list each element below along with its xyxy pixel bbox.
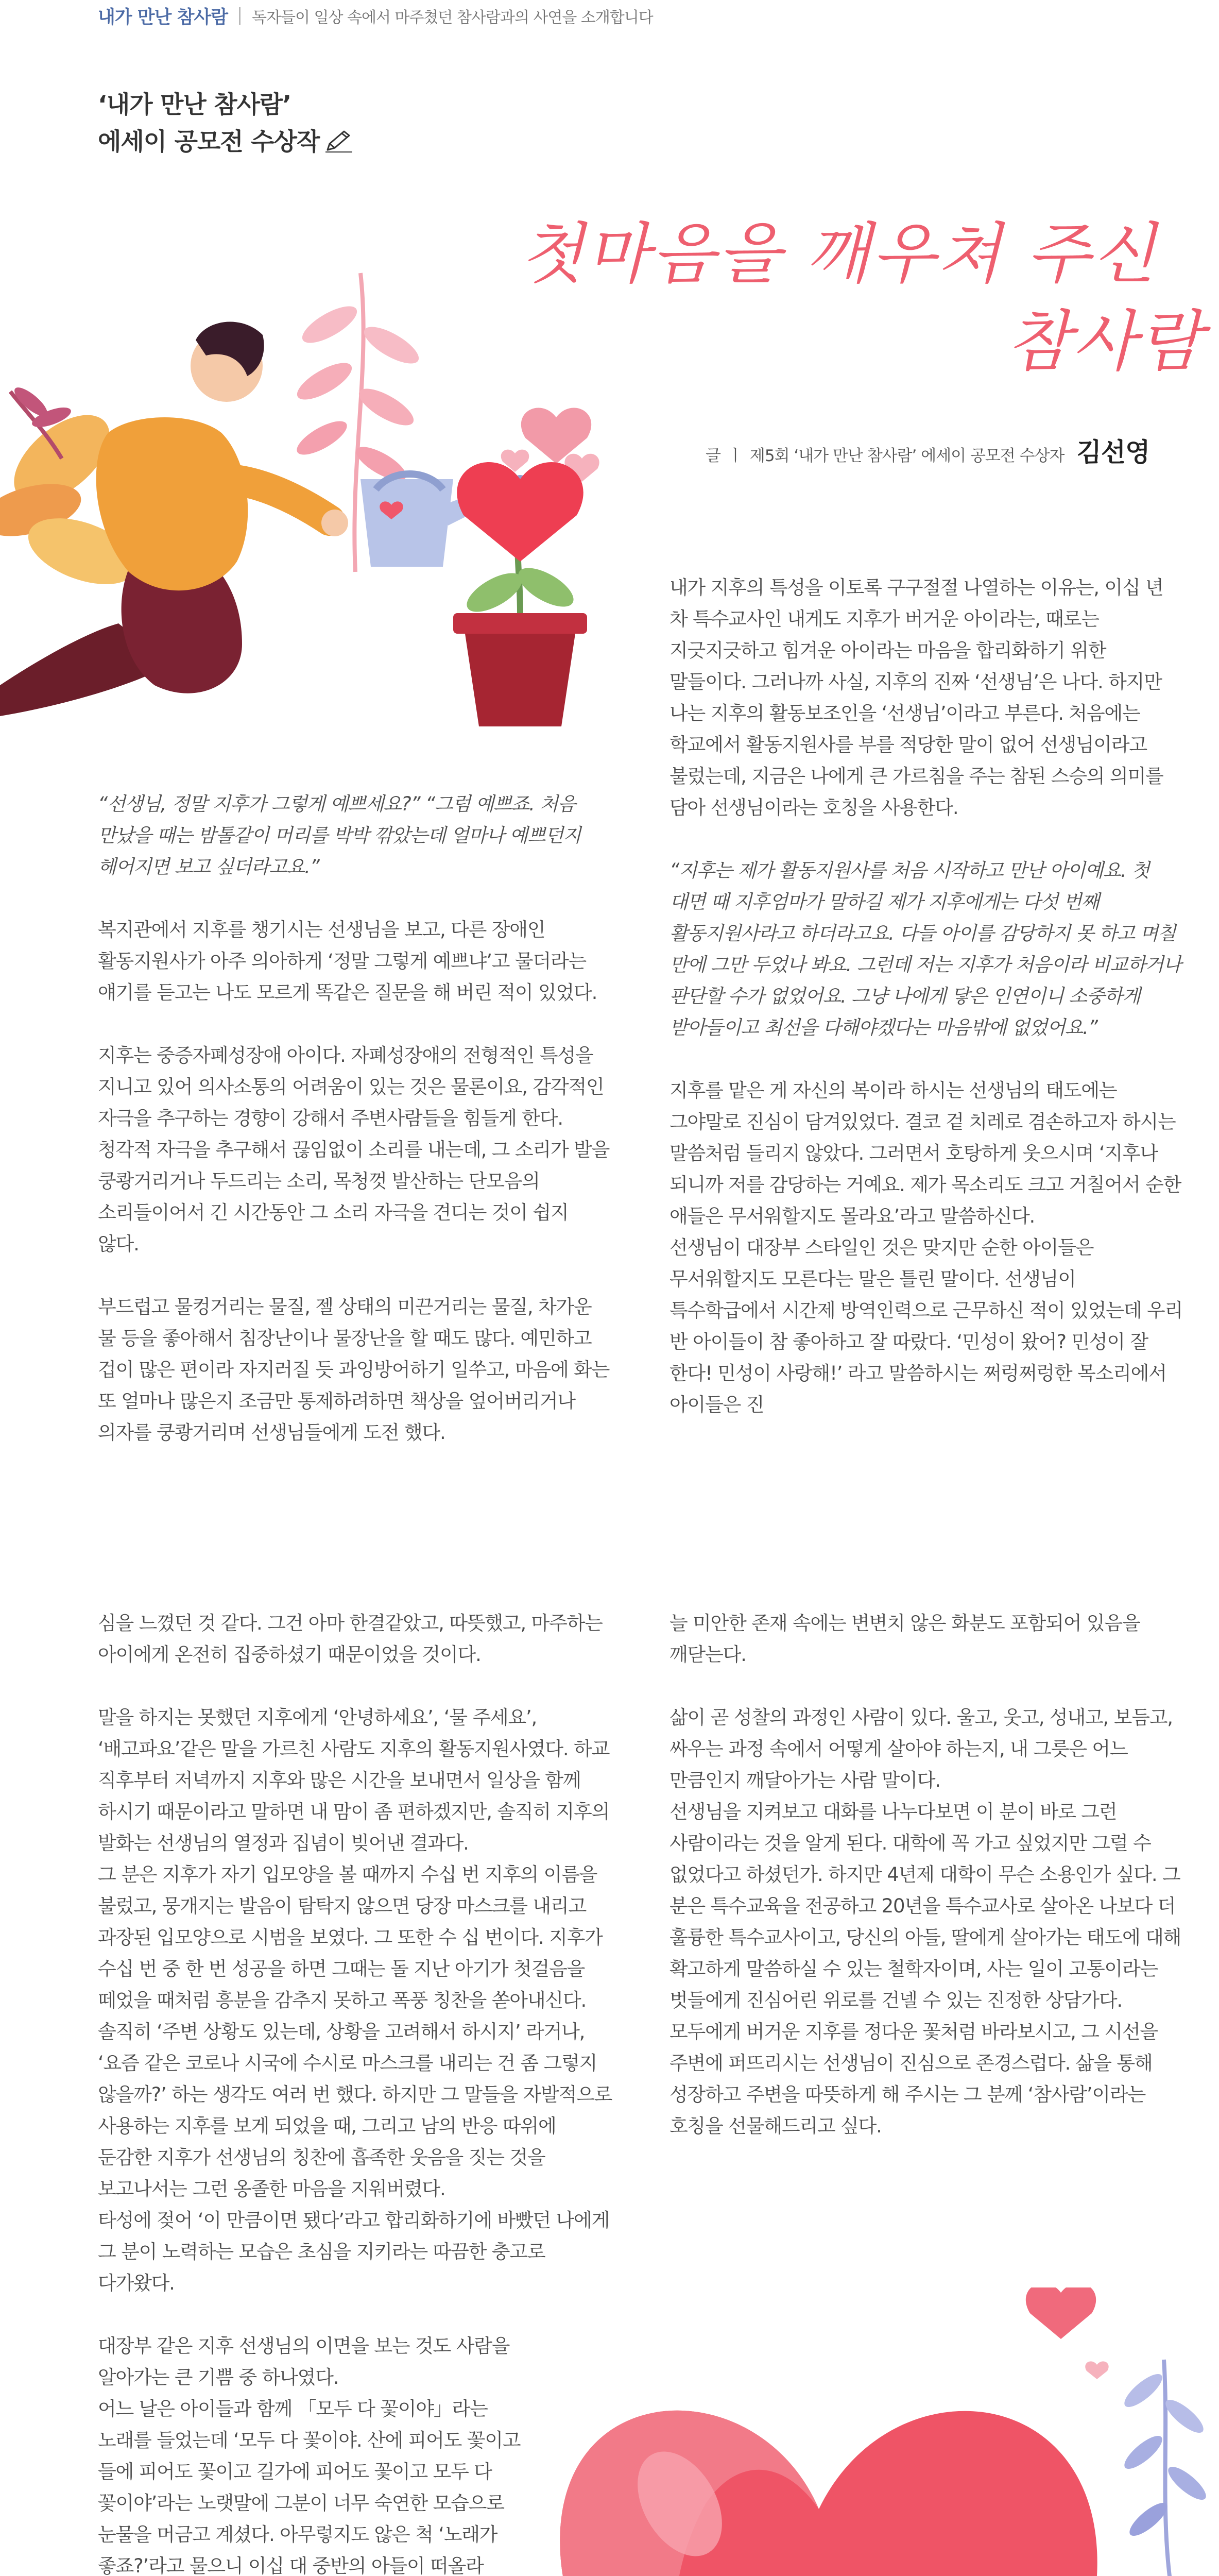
body-paragraph: 말을 하지는 못했던 지후에게 ‘안녕하세요’, ‘물 주세요’, ‘배고파요’같은 말을 가르친 사람도 지후의 활동지원사였다. 하교 직후부터 저녁까지 지후와 많은 시간을 보내면서 일상을 함께 하시기 때문이라고 말하면 내 맘이 좀 편하겠지만, 솔직히 지후의 발화는 선생님의 열정과 집념이 빚어낸 결과다. bbox=[98, 1706, 610, 1854]
column-right-lower bbox=[669, 1607, 1184, 2173]
body-paragraph: 부드럽고 물컹거리는 물질, 젤 상태의 미끈거리는 물질, 차가운 물 등을 좋아해서 침장난이나 물장난을 할 때도 많다. 예민하고 겁이 많은 편이라 자지러질 듯 과잉방어하기 일쑤고, 마음에 화는 또 얼마나 많은지 조금만 통제하려하면 책상을 엎어버리거나 의자를 쿵쾅거리며 선생님들에게 도전 했다. bbox=[98, 1296, 610, 1444]
quote-paragraph: “지후는 제가 활동지원사를 처음 시작하고 만난 아이예요. 첫 대면 때 지후엄마가 말하길 제가 지후에게는 다섯 번째 활동지원사라고 하더라고요. 다들 아이를 감당하지 못 하고 며칠 만에 그만 두었나 봐요. 그런데 저는 지후가 처음이라 비교하거나 판단할 수가 없었어요. 그냥 나에게 닿은 인연이니 소중하게 받아들이고 최선을 다해야겠다는 마음밖에 없었어요.” bbox=[669, 859, 1181, 1039]
body-paragraph: 타성에 젖어 ‘이 만큼이면 됐다’라고 합리화하기에 바빴던 나에게 그 분이 노력하는 모습은 초심을 지키라는 따끔한 충고로 다가왔다. bbox=[98, 2209, 610, 2294]
section-brand: 내가 만난 참사람 bbox=[98, 7, 228, 28]
body-paragraph: 어느 날은 아이들과 함께 「모두 다 꽃이야」라는 노래를 들었는데 ‘모두 다 꽃이야. 산에 피어도 꽃이고 들에 피어도 꽃이고 길가에 피어도 꽃이고 모두 다 꽃이야’라는 노랫말에 그분이 너무 숙연한 모습으로 눈물을 머금고 계셨다. 아무렇지도 않은 척 ‘노래가 좋죠?’라고 물으니 이십 대 중반의 아들이 떠올라 bbox=[98, 2398, 521, 2576]
body-paragraph: 선생님을 지켜보고 대화를 나누다보면 이 분이 바로 그런 사람이라는 것을 알게 된다. 대학에 꼭 가고 싶었지만 그럴 수 없었다고 하셨던가. 하지만 4년제 대학이 무슨 소용인가 싶다. 그 분은 특수교육을 전공하고 20년을 특수교사로 살아온 나보다 더 훌륭한 특수교사이고, 당신의 아들, 딸에게 살아가는 태도에 대해 확고하게 말씀하실 수 있는 철학자이며, 사는 일이 고통이라는 벗들에게 진심어린 위로를 건넬 수 있는 진정한 상담가다. 모두에게 버거운 지후를 정다운 꽃처럼 바라보시고, 그 시선을 주변에 퍼뜨리시는 선생님이 진심으로 존경스럽다. 삶을 통해 성장하고 주변을 따뜻하게 해 주시는 그 분께 ‘참사람’이라는 호칭을 선물해드리고 싶다. bbox=[669, 1801, 1181, 2137]
byline-role: 제5회 ‘내가 만난 참사람’ 에세이 공모전 수상자 bbox=[749, 447, 1065, 465]
contest-label bbox=[98, 87, 353, 161]
byline bbox=[706, 432, 1149, 469]
boy-carrying-big-heart-illustration bbox=[551, 2287, 1219, 2576]
pencil-icon bbox=[323, 129, 353, 153]
body-paragraph: 복지관에서 지후를 챙기시는 선생님을 보고, 다른 장애인 활동지원사가 아주 의아하게 ‘정말 그렇게 예쁘냐’고 물더라는 얘기를 듣고는 나도 모르게 똑같은 질문을 해 버린 적이 있었다. bbox=[98, 919, 597, 1004]
body-paragraph: 지후는 중증자폐성장애 아이다. 자폐성장애의 전형적인 특성을 지니고 있어 의사소통의 어려움이 있는 것은 물론이요, 감각적인 자극을 추구하는 경향이 강해서 주변사람들을 힘들게 한다. 청각적 자극을 추구해서 끊임없이 소리를 내는데, 그 소리가 발을 쿵쾅거리거나 두드리는 소리, 목청껏 발산하는 단모음의 소리들이어서 긴 시간동안 그 소리 자극을 견디는 것이 쉽지 않다. bbox=[98, 1044, 610, 1255]
header-divider bbox=[239, 7, 241, 25]
woman-watering-heart-plant-illustration bbox=[0, 263, 608, 757]
contest-label-line1: ‘내가 만난 참사람’ bbox=[98, 91, 291, 119]
byline-prefix: 글 bbox=[706, 447, 720, 465]
section-description: 독자들이 일상 속에서 마주쳤던 참사람과의 사연을 소개합니다 bbox=[252, 9, 653, 27]
article-title-line2: 참사람 bbox=[1007, 303, 1204, 380]
author-name: 김선영 bbox=[1076, 437, 1150, 467]
quote-paragraph: “선생님, 정말 지후가 그렇게 예쁘세요?” “그럼 예쁘죠. 처음 만났을 때는 밤톨같이 머리를 박박 깎았는데 얼마나 예쁘던지 헤어지면 보고 싶더라고요.” bbox=[98, 793, 581, 878]
body-paragraph: 늘 미안한 존재 속에는 변변치 않은 화분도 포함되어 있음을 깨닫는다. bbox=[669, 1612, 1140, 1666]
body-paragraph: 심을 느꼈던 것 같다. 그건 아마 한결같았고, 따뜻했고, 마주하는 아이에게 온전히 집중하셨기 때문이었을 것이다. bbox=[98, 1612, 603, 1666]
body-paragraph: 내가 지후의 특성을 이토록 구구절절 나열하는 이유는, 이십 년 차 특수교사인 내게도 지후가 버거운 아이라는, 때로는 지긋지긋하고 힘겨운 아이라는 마음을 합리화하기 위한 말들이다. 그러나까 사실, 지후의 진짜 ‘선생님’은 나다. 하지만 나는 지후의 활동보조인을 ‘선생님’이라고 부른다. 처음에는 학교에서 활동지원사를 부를 적당한 말이 없어 선생님이라고 불렀는데, 지금은 나에게 큰 가르침을 주는 참된 스승의 의미를 담아 선생님이라는 호칭을 사용한다. bbox=[669, 577, 1163, 819]
column-left-lower bbox=[98, 1607, 613, 2576]
column-right-upper bbox=[669, 572, 1184, 1452]
body-paragraph: 그 분은 지후가 자기 입모양을 볼 때까지 수십 번 지후의 이름을 불렀고, 뭉개지는 발음이 탐탁지 않으면 당장 마스크를 내리고 과장된 입모양으로 시범을 보였다. 그 또한 수 십 번이다. 지후가 수십 번 중 한 번 성공을 하면 그때는 돌 지난 아기가 첫걸음을 떼었을 때처럼 흥분을 감추지 못하고 폭풍 칭찬을 쏟아내신다. 솔직히 ‘주변 상황도 있는데, 상황을 고려해서 하시지’ 라거나, ‘요즘 같은 코로나 시국에 수시로 마스크를 내리는 건 좀 그렇지 않을까?’ 하는 생각도 여러 번 했다. 하지만 그 말들을 자발적으로 사용하는 지후를 보게 되었을 때, 그리고 남의 반응 따위에 둔감한 지후가 선생님의 칭찬에 흡족한 웃음을 짓는 것을 보고나서는 그런 옹졸한 마음을 지워버렸다. bbox=[98, 1863, 612, 2200]
small-heart-decorations bbox=[1026, 2287, 1109, 2379]
article-title-line1: 첫마음을 깨우쳐 주신 bbox=[520, 216, 1158, 293]
body-paragraph: 대장부 같은 지후 선생님의 이면을 보는 것도 사람을 알아가는 큰 기쁨 중 하나였다. bbox=[98, 2335, 510, 2388]
body-paragraph: 지후를 맡은 게 자신의 복이라 하시는 선생님의 태도에는 그야말로 진심이 담겨있었다. 결코 겉 치레로 겸손하고자 하시는 말씀처럼 들리지 않았다. 그러면서 호탕하게 웃으시며 ‘지후나 되니까 저를 감당하는 거예요. 제가 목소리도 크고 거칠어서 순한 애들은 무서워할지도 몰라요’라고 말씀하신다. bbox=[669, 1079, 1181, 1227]
byline-divider: ㅣ bbox=[727, 447, 743, 465]
section-header bbox=[98, 0, 653, 32]
column-left-upper bbox=[98, 788, 613, 1480]
body-paragraph: 삶이 곧 성찰의 과정인 사람이 있다. 울고, 웃고, 성내고, 보듬고, 싸우는 과정 속에서 어떻게 살아야 하는지, 내 그릇은 어느 만큼인지 깨달아가는 사람 말이다. bbox=[669, 1706, 1173, 1791]
contest-label-line2: 에세이 공모전 수상작 bbox=[98, 128, 320, 156]
body-paragraph: 선생님이 대장부 스타일인 것은 맞지만 순한 아이들은 무서워할지도 모른다는 말은 틀린 말이다. 선생님이 특수학급에서 시간제 방역인력으로 근무하신 적이 있었는데 우리 반 아이들이 참 좋아하고 잘 따랐다. ‘민성이 왔어? 민성이 잘 한다! 민성이 사랑해!’ 라고 말씀하시는 쩌렁쩌렁한 목소리에서 아이들은 진 bbox=[669, 1236, 1182, 1416]
big-heart bbox=[560, 2411, 1097, 2576]
heart-plant bbox=[453, 462, 587, 726]
purple-leaf-branch bbox=[1120, 2360, 1210, 2576]
